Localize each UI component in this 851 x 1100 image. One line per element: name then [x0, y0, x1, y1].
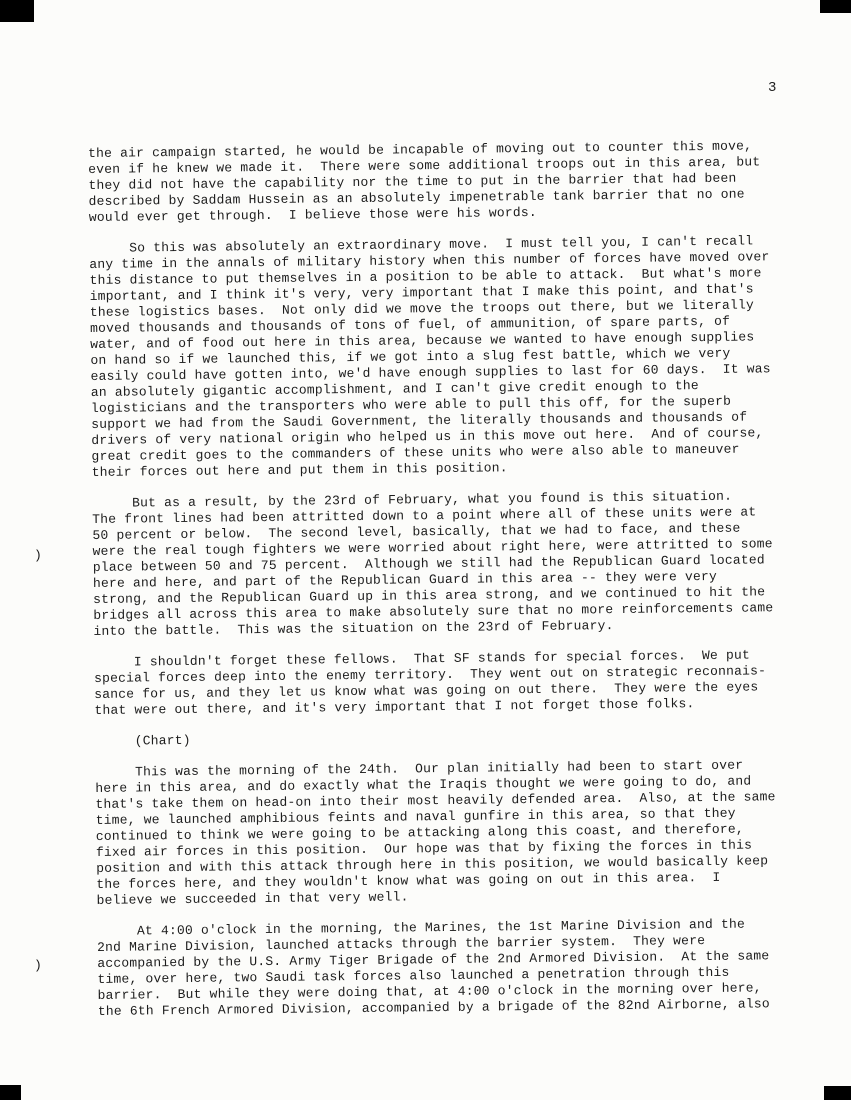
chart-placeholder-note: (Chart)	[94, 732, 191, 749]
scan-artifact-bottom-right	[824, 1086, 851, 1100]
paragraph: This was the morning of the 24th. Our plan initially had been to start over here in this area, and do exactly what the Iraqis thought we were going to do, and that's take them on head-on into their most heavily defended area. Also, at the same time, we launched amphibious feints and naval gunfire in this area, so that they continued to think we were going to be attacking along this coast, and therefore, fixed air forces in this position. Our hope was that by fixing the forces in this position and with this attack through here in this position, we would basically keep the forces here, and they wouldn't know what was going on out in this area. I believe we succeeded in that very well.	[95, 757, 776, 908]
margin-mark: )	[34, 548, 42, 563]
margin-mark: )	[34, 958, 42, 973]
paragraph: But as a result, by the 23rd of February, what you found is this situation. The front lines had been attritted down to a point where all of these units were at 50 percent or below. The second level, basically, that we had to face, and these were the real tough fighters we were worried about right here, were attritted to some place between 50 and 75 percent. Although we still had the Republican Guard located here and here, and part of the Republican Guard in this area -- they were very strong, and the Republican Guard up in this area strong, and we continued to hit the bridges all across this area to make absolutely sure that no more reinforcements came into the battle. This was the situation on the 23rd of February.	[91, 488, 774, 639]
scan-artifact-top-right	[820, 0, 851, 13]
document-body	[88, 138, 808, 1035]
paragraph: At 4:00 o'clock in the morning, the Marines, the 1st Marine Division and the 2nd Marine Division, launched attacks through the barrier system. They were accompanied by the U.S. Army Tiger Brigade of the 2nd Armored Division. At the same time, over here, two Saudi task forces also launched a penetration through this barrier. But while they were doing that, at 4:00 o'clock in the morning over here, the 6th French Armored Division, accompanied by a brigade of the 82nd Airborne, also	[96, 916, 770, 1019]
paragraph-continuation: the air campaign started, he would be incapable of moving out to counter this move, even if he knew we made it. There were some additional troops out in this area, but they did not have the capability nor the time to put in the barrier that had been described by Saddam Hussein as an absolutely impenetrable tank barrier that no one would ever get through. I believe those were his words.	[88, 138, 761, 225]
scan-artifact-top-left	[0, 0, 34, 22]
scan-artifact-bottom-left	[0, 1085, 21, 1100]
paragraph: I shouldn't forget these fellows. That SF stands for special forces. We put special forces deep into the enemy territory. They went out on strategic reconnais- sance for us, and they let us know what was going on out there. They were the eyes that were out there, and it's very important that I not forget those folks.	[93, 647, 767, 718]
paragraph: So this was absolutely an extraordinary move. I must tell you, I can't recall any time in the annals of military history when this number of forces have moved over this distance to put themselves in a position to be able to attack. But what's more important, and I think it's very, very important that I make this point, and that's these logistics bases. Not only did we move the troops out there, but we literally moved thousands and thousands of tons of fuel, of ammunition, of spare parts, of water, and of food out here in this area, because we wanted to have enough supplies on hand so if we launched this, if we got into a slug fest battle, which we very easily could have gotten into, we'd have enough supplies to last for 60 days. It was an absolutely gigantic accomplishment, and I can't give credit enough to the logisticians and the transporters who were able to pull this off, for the superb support we had from the Saudi Government, the literally thousands and thousands of drivers of very national origin who helped us in this move out here. And of course, great credit goes to the commanders of these units who were also able to maneuver their forces out here and put them in this position.	[89, 233, 771, 480]
page-number: 3	[768, 80, 777, 96]
